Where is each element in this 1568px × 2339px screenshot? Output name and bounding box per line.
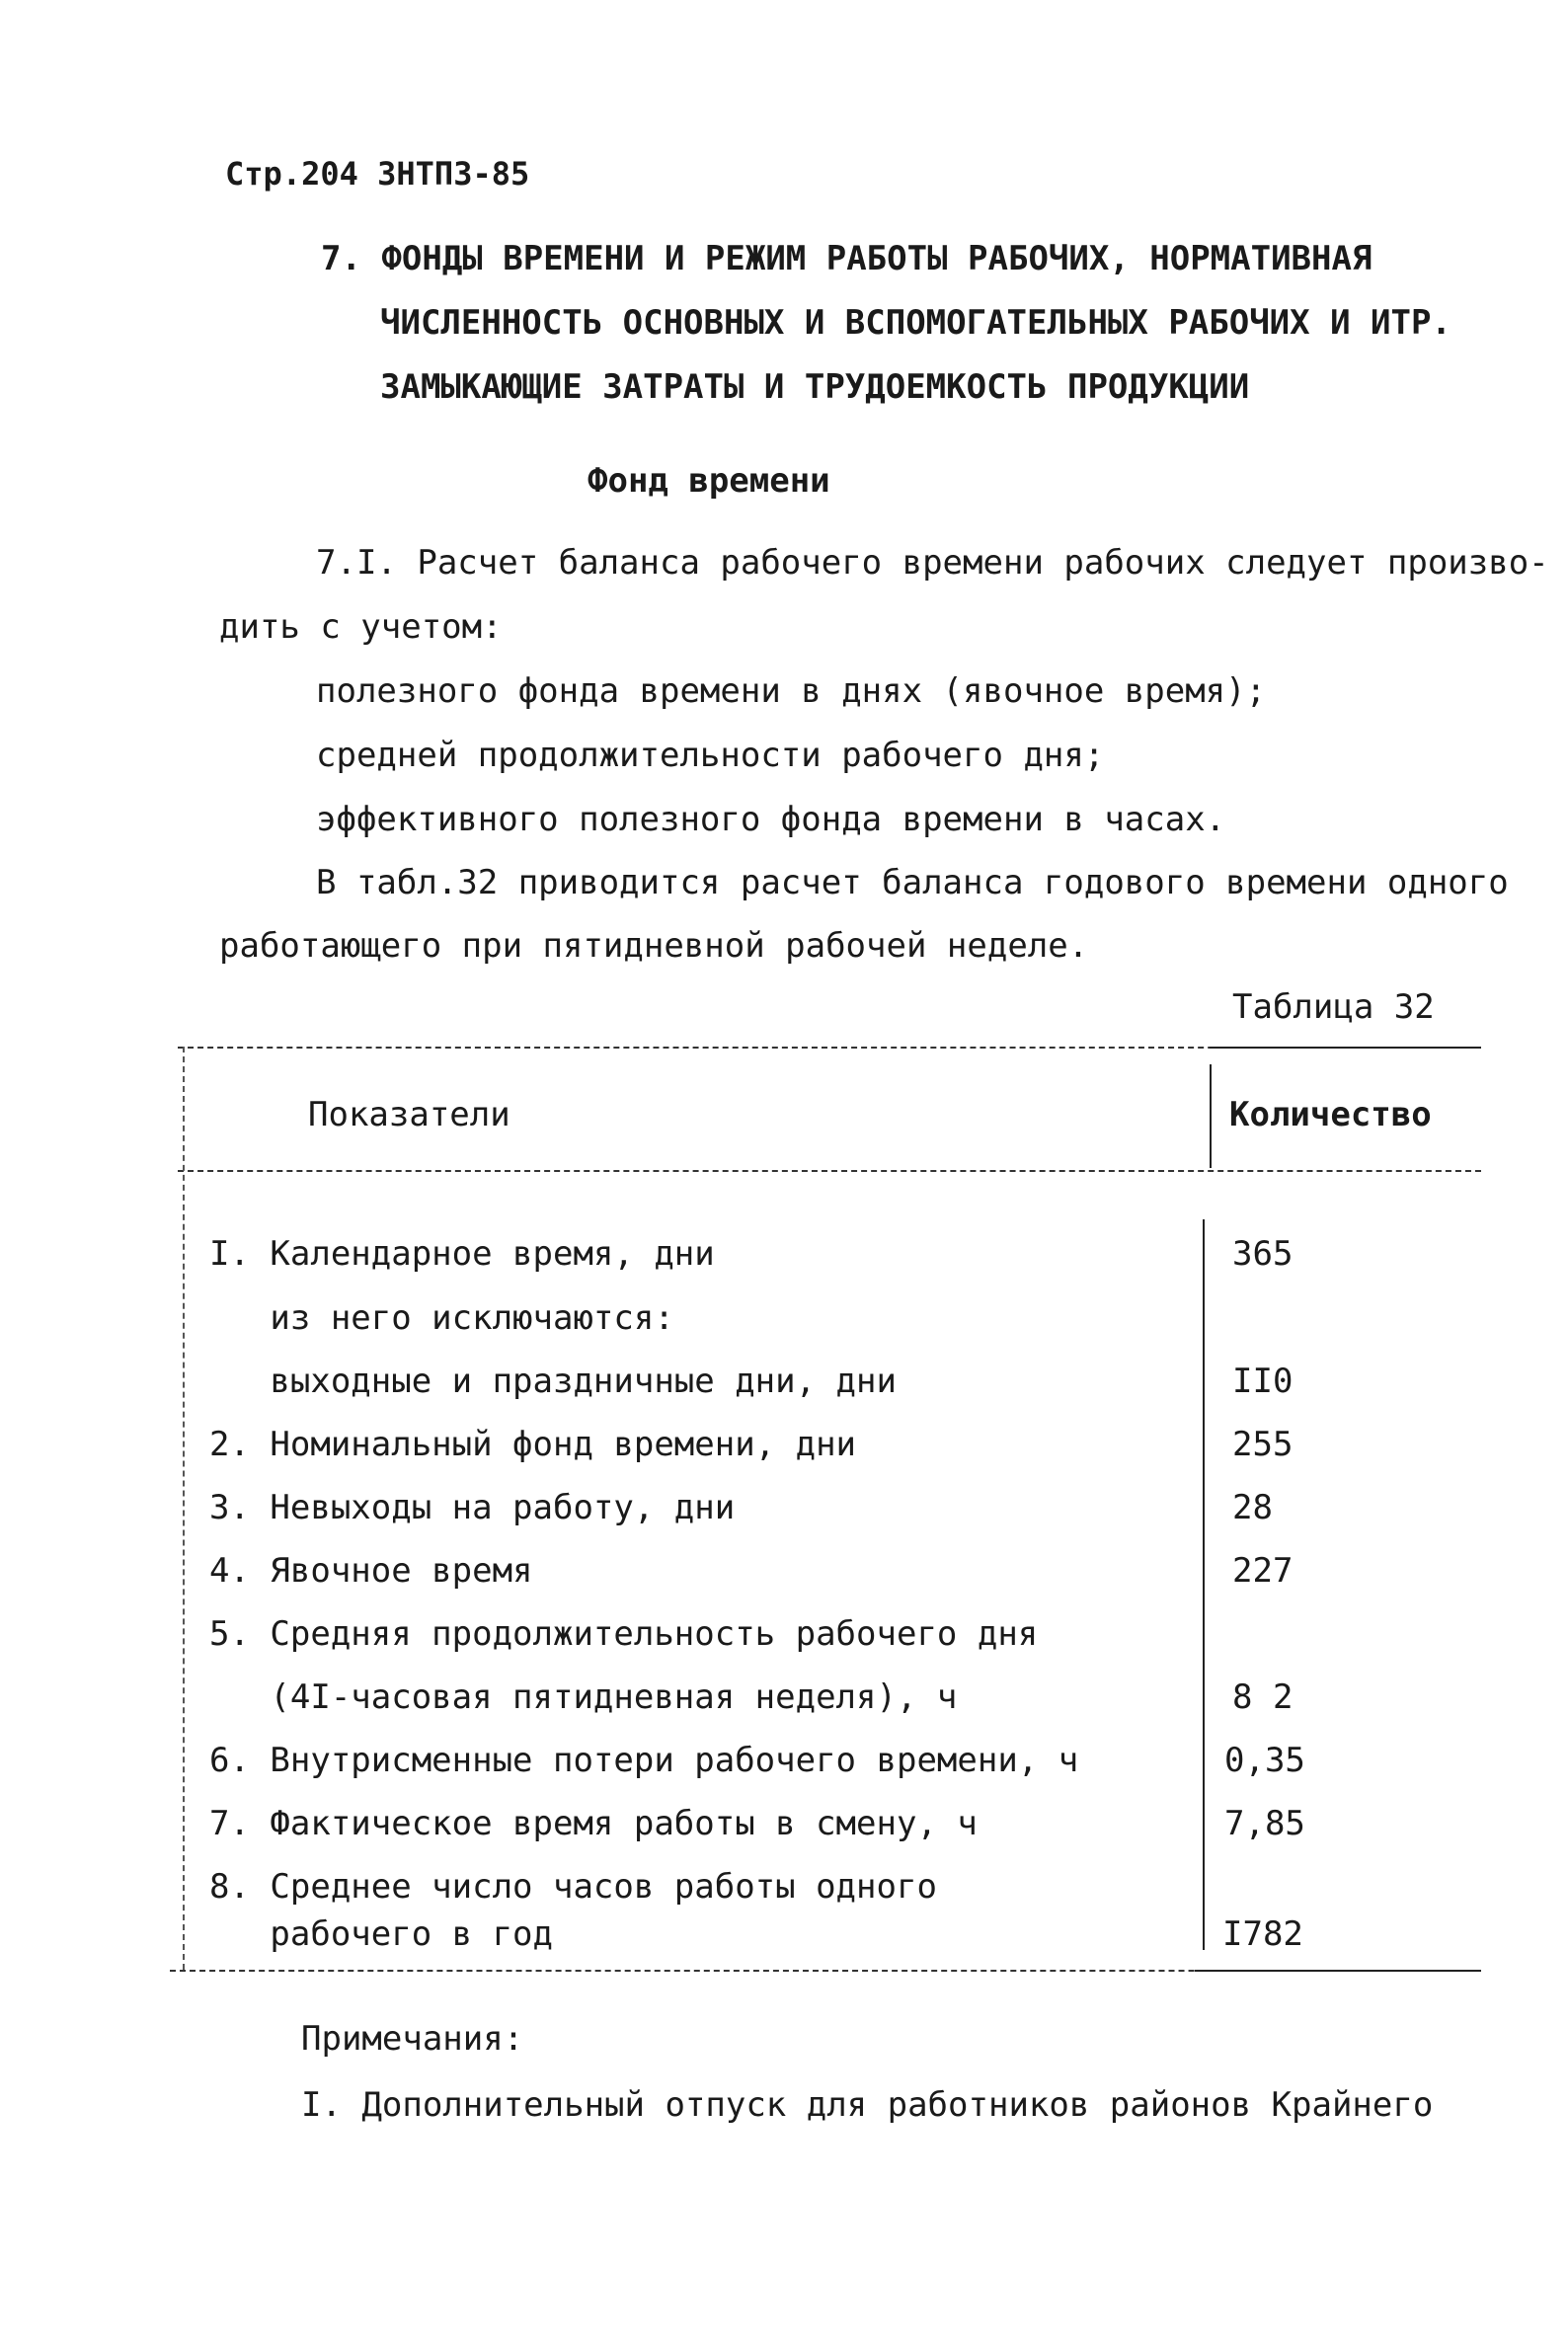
- paragraph-1-line-1: 7.I. Расчет баланса рабочего времени рабочих следует произво-: [316, 543, 1549, 583]
- table-row-label: 5. Средняя продолжительность рабочего дня: [209, 1614, 1039, 1654]
- table-row-value: II0: [1232, 1362, 1294, 1401]
- table-row-label: выходные и праздничные дни, дни: [209, 1362, 897, 1401]
- table-row-label: рабочего в год: [209, 1914, 553, 1954]
- section-title-line-2: ЧИСЛЕННОСТЬ ОСНОВНЫХ И ВСПОМОГАТЕЛЬНЫХ РАБОЧИХ И ИТР.: [380, 303, 1451, 343]
- table-row-label: (4I-часовая пятидневная неделя), ч: [209, 1677, 958, 1717]
- table-row-label: 7. Фактическое время работы в смену, ч: [209, 1804, 978, 1843]
- section-title-line-1: 7. ФОНДЫ ВРЕМЕНИ И РЕЖИМ РАБОТЫ РАБОЧИХ, НОРМАТИВНАЯ: [321, 239, 1372, 278]
- table-row-value: I782: [1222, 1914, 1303, 1954]
- table-row-value: 227: [1232, 1551, 1294, 1591]
- list-item: средней продолжительности рабочего дня;: [316, 736, 1105, 775]
- table-row-label: 2. Номинальный фонд времени, дни: [209, 1425, 857, 1464]
- table-column-divider-header: [1210, 1064, 1212, 1168]
- subsection-heading: Фонд времени: [588, 461, 830, 501]
- table-header-rule: [178, 1170, 1481, 1172]
- section-title-line-3: ЗАМЫКАЮЩИЕ ЗАТРАТЫ И ТРУДОЕМКОСТЬ ПРОДУКЦИИ: [380, 367, 1250, 407]
- table-row-label: 4. Явочное время: [209, 1551, 533, 1591]
- table-row-value: 365: [1232, 1234, 1294, 1274]
- paragraph-1-line-2: дить с учетом:: [219, 607, 503, 647]
- table-left-border: [183, 1047, 185, 1970]
- table-row-value: 28: [1232, 1488, 1273, 1527]
- table-row-value: 0,35: [1224, 1741, 1305, 1780]
- table-column-divider-body: [1203, 1219, 1205, 1950]
- table-top-rule-right: [1210, 1047, 1481, 1049]
- table-row-label: 3. Невыходы на работу, дни: [209, 1488, 736, 1527]
- table-caption: Таблица 32: [1232, 987, 1435, 1027]
- column-header-quantity: Количество: [1229, 1095, 1432, 1134]
- note-item: I. Дополнительный отпуск для работников районов Крайнего: [301, 2085, 1434, 2125]
- paragraph-2-line-1: В табл.32 приводится расчет баланса годового времени одного: [316, 863, 1509, 902]
- table-row-value: 255: [1232, 1425, 1294, 1464]
- table-row-value: 7,85: [1224, 1804, 1305, 1843]
- table-row-label: I. Календарное время, дни: [209, 1234, 715, 1274]
- notes-heading: Примечания:: [301, 2019, 524, 2059]
- table-bottom-rule-right: [1195, 1970, 1481, 1972]
- paragraph-2-line-2: работающего при пятидневной рабочей неделе.: [219, 926, 1089, 966]
- list-item: полезного фонда времени в днях (явочное время);: [316, 671, 1267, 711]
- table-row-label: из него исключаются:: [209, 1298, 674, 1338]
- page-reference: Стр.204 ЗНТПЗ-85: [225, 155, 530, 193]
- column-header-indicators: Показатели: [308, 1095, 510, 1134]
- list-item: эффективного полезного фонда времени в часах.: [316, 800, 1226, 839]
- table-row-label: 6. Внутрисменные потери рабочего времени, ч: [209, 1741, 1079, 1780]
- table-row-label: 8. Среднее число часов работы одного: [209, 1867, 937, 1907]
- table-row-value: 8 2: [1232, 1677, 1294, 1717]
